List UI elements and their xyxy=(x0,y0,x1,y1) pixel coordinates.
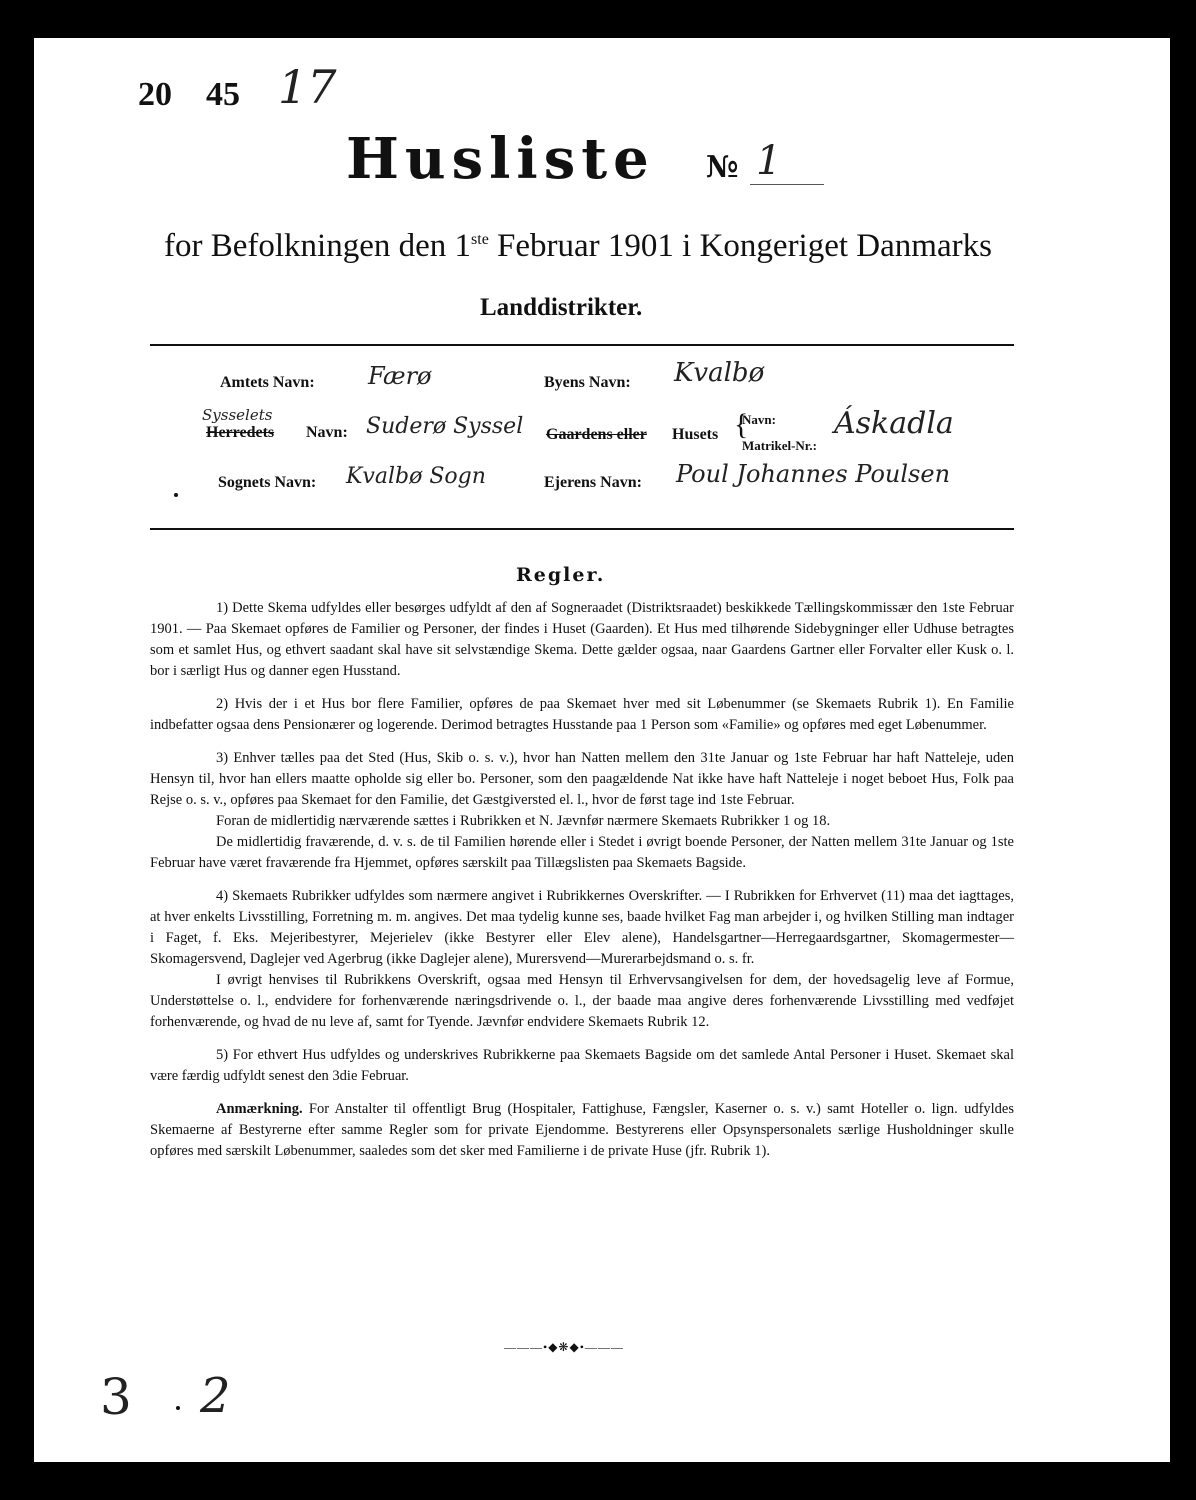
census-form-page xyxy=(34,38,1170,1462)
handwritten-footer-a: 3 xyxy=(100,1368,132,1426)
bracket: { xyxy=(734,408,749,441)
matrikel-label: Matrikel-Nr.: xyxy=(742,438,817,453)
rule-4-extra: I øvrigt henvises til Rubrikkens Overskrift, ogsaa med Hensyn til Erhvervsangivelsen for dem, der hovedsagelig leve af Formue, Understøttelse o. l., endvidere for forhenværende næringsdrivende o. l., der baade maa angive deres forhenværende Livsstilling med vedføjet forhenværende, og hvad de nu leve af, samt for Tyende. Jævnfør endvidere Skemaets Rubrik 12. xyxy=(150,972,1014,1030)
by-value: Kvalbø xyxy=(674,358,765,388)
remark: Anmærkning. For Anstalter til offentligt Brug (Hospitaler, Fattighuse, Fængsler, Kaserner o. s. v.) samt Hoteller o. lign. udfyldes Skemaerne af Bestyrerne efter samme Regler som for private Ejendomme. Bestyrerens eller Opsynspersonalets særlige Husholdninger skulle opføres med særskilt Løbenummer, saaledes som det sker med Familierne i de private Huse (jfr. Rubrik 1). xyxy=(150,1101,1014,1159)
footer-dot xyxy=(176,1406,180,1410)
subtitle: for Befolkningen den 1ste Februar 1901 i Kongeriget Danmarks xyxy=(164,228,992,264)
herred-value: Suderø Syssel xyxy=(366,414,524,439)
ink-dot xyxy=(174,493,178,497)
ejer-label: Ejerens Navn: xyxy=(544,474,642,491)
form-number-a: 20 xyxy=(138,76,172,113)
ejer-value: Poul Johannes Poulsen xyxy=(676,460,951,488)
gaard-label-struck: Gaardens eller xyxy=(546,426,647,443)
herred-handwritten-correction: Sysselets xyxy=(202,406,273,424)
amt-label: Amtets Navn: xyxy=(220,374,315,391)
rule-2: 2) Hvis der i et Hus bor flere Familier, opføres de paa Skemaet hver med sit Løbenummer (se Skemaets Rubrik 1). En Familie indbefatter ogsaa dens Pensionærer og logerende. Derimod betragtes Husstande paa 1 Person som «Familie» og opføres med eget Løbenummer. xyxy=(150,696,1014,733)
sogn-label: Sognets Navn: xyxy=(218,474,317,491)
divider-top xyxy=(150,344,1014,346)
number-underline xyxy=(750,184,824,185)
subtitle-district: Landdistrikter. xyxy=(480,294,643,321)
form-number-b: 45 xyxy=(206,76,240,113)
rule-4: 4) Skemaets Rubrikker udfyldes som nærmere angivet i Rubrikkernes Overskrifter. — I Rubrikken for Erhvervet (11) maa det iagttages, at hver enkelts Livsstilling, Forretning m. m. angives. Det maa tydelig kunne ses, baade hvilket Fag man arbejder i, og hvilken Stilling man indtager i Faget, f. Eks. Mejeribestyrer, Mejerielev (ikke Bestyrer eller Elev alene), Handelsgartner—Herregaardsgartner, Skomagermester—Skomagersvend, Daglejer ved Agerbrug (ikke Daglejer alene), Murersvend—Murerarbejdsmand o. s. fr. xyxy=(150,888,1014,967)
rules-body xyxy=(150,598,1014,1162)
rule-1: 1) Dette Skema udfyldes eller besørges udfyldt af den af Sogneraadet (Distriktsraadet) beskikkede Tællingskommissær den 1ste Februar 1901. — Paa Skemaet opføres de Familier og Personer, der findes i Huset (Gaarden). Et Hus med tilhørende Sidebygninger eller Udhuse betragtes som et samlet Hus, og ethvert saadant skal have sit selvstændige Skema. Dette gælder ogsaa, naar Gaardens Gartner eller Forvalter eller Kusk o. l. bor i særligt Hus og danner egen Husstand. xyxy=(150,600,1014,679)
amt-value: Færø xyxy=(368,362,432,390)
rule-3-present: Foran de midlertidig nærværende sættes i Rubrikken et N. Jævnfør nærmere Skemaets Rubrikker 1 og 18. xyxy=(216,813,831,829)
rule-3-absent: De midlertidig fraværende, d. v. s. de til Familien hørende eller i Stedet i øvrigt boende Personer, der Natten mellem 31te Januar og 1ste Februar have været fraværende fra Hjemmet, opføres særskilt paa Tillægslisten paa Skemaets Bagside. xyxy=(150,834,1014,871)
husets-navn-label: Navn: xyxy=(742,412,776,427)
divider-bottom xyxy=(150,528,1014,530)
by-label: Byens Navn: xyxy=(544,374,631,391)
herred-label-struck: Herredets xyxy=(206,424,275,441)
handwritten-number: 17 xyxy=(278,60,337,114)
rules-heading: Regler. xyxy=(516,564,606,586)
handwritten-list-number: 1 xyxy=(756,138,782,184)
husets-navn-value: Áskadla xyxy=(834,406,954,441)
handwritten-footer-b: 2 xyxy=(200,1368,231,1424)
number-sign: № xyxy=(706,150,739,185)
ornament: ———•◆❋◆•——— xyxy=(504,1340,624,1354)
husets-label: Husets xyxy=(672,426,719,443)
rule-5: 5) For ethvert Hus udfyldes og underskrives Rubrikkerne paa Skemaets Bagside om det samlede Antal Personer i Huset. Skemaet skal være færdig udfyldt senest den 3die Februar. xyxy=(150,1047,1014,1084)
rule-3: 3) Enhver tælles paa det Sted (Hus, Skib o. s. v.), hvor han Natten mellem den 31te Januar og 1ste Februar har haft Natteleje, uden Hensyn til, hvor han ellers maatte opholde sig eller bo. Personer, som den paagældende Nat ikke have haft Natteleje i noget beboet Hus, Folk paa Rejse o. s. v., opføres paa Skemaet for den Familie, det Gæstgiversted el. l., hvor de først tage ind 1ste Februar. xyxy=(150,750,1014,808)
document-title: Husliste xyxy=(346,126,655,192)
sogn-value: Kvalbø Sogn xyxy=(346,464,486,489)
herred-label: Navn: xyxy=(306,424,348,441)
